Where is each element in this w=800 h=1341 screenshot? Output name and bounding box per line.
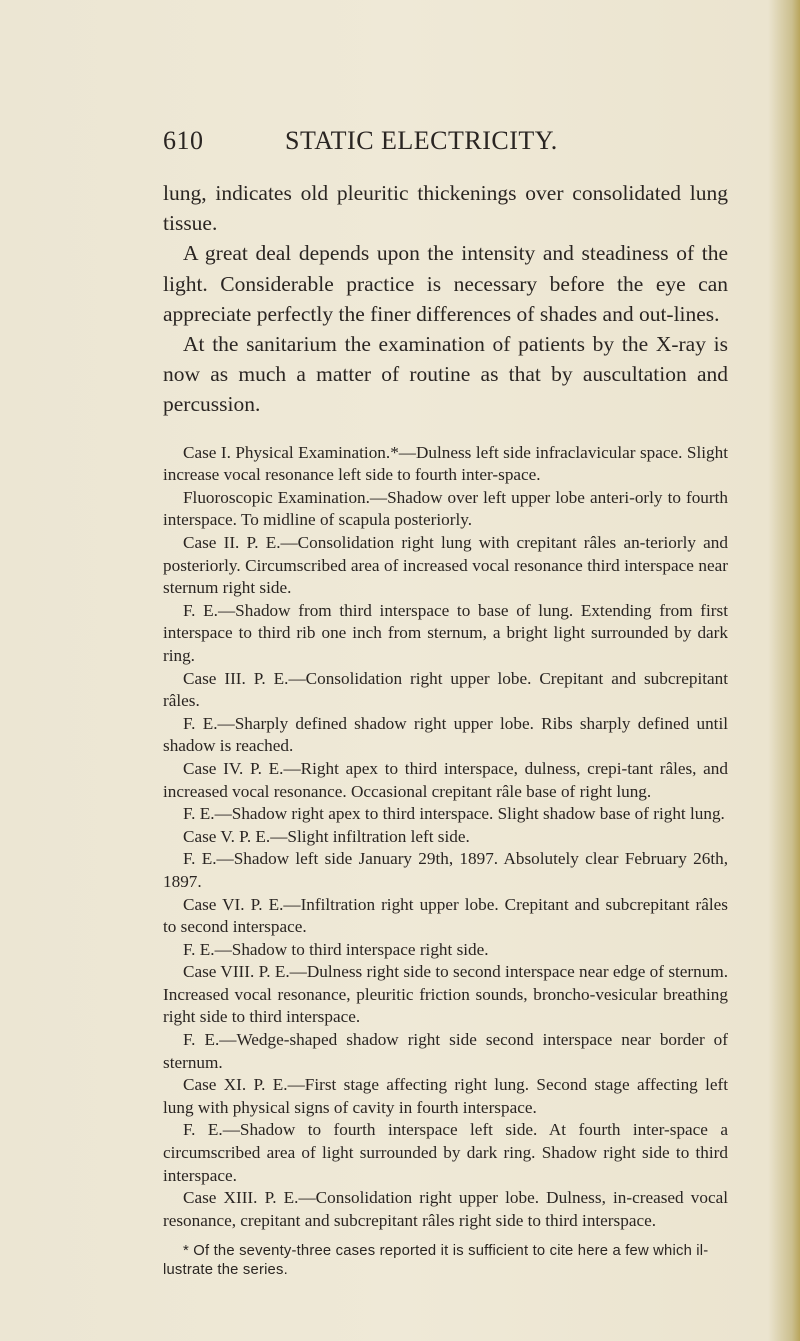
paragraph: A great deal depends upon the intensity and steadiness of the light. Considerable practice is necessary before the eye can appreciate perfectly the finer differences of shades and out-lines.: [163, 241, 728, 326]
case-entry: Case VI. P. E.—Infiltration right upper lobe. Crepitant and subcrepitant râles to second interspace.: [163, 894, 728, 937]
case-entry: F. E.—Sharply defined shadow right upper lobe. Ribs sharply defined until shadow is reached.: [163, 713, 728, 756]
footnote: [163, 1242, 728, 1280]
case-entry: F. E.—Wedge-shaped shadow right side second interspace near border of sternum.: [163, 1030, 728, 1072]
running-title: STATIC ELECTRICITY.: [285, 126, 558, 155]
case-entry: Case IV. P. E.—Right apex to third interspace, dulness, crepi-tant râles, and increased vocal resonance. Occasional crepitant râle base of right lung.: [163, 758, 728, 801]
footnote-text: * Of the seventy-three cases reported it is sufficient to cite here a few which il-lustrate the series.: [163, 1243, 709, 1279]
case-entry: F. E.—Shadow left side January 29th, 1897. Absolutely clear February 26th, 1897.: [163, 849, 728, 891]
case-entry: F. E.—Shadow from third interspace to base of lung. Extending from first interspace to third rib one inch from sternum, a bright light surrounded by dark ring.: [163, 600, 728, 665]
body-text: [163, 178, 728, 1280]
paragraph: lung, indicates old pleuritic thickenings over consolidated lung tissue.: [163, 181, 728, 236]
case-entry: Case VIII. P. E.—Dulness right side to second interspace near edge of sternum. Increased vocal resonance, pleuritic friction sounds, broncho-vesicular breathing right side to third interspace.: [163, 962, 728, 1027]
case-entry: Case III. P. E.—Consolidation right upper lobe. Crepitant and subcrepitant râles.: [163, 668, 728, 711]
case-entry: Case XIII. P. E.—Consolidation right upper lobe. Dulness, in-creased vocal resonance, crepitant and subcrepitant râles right side to third interspace.: [163, 1188, 728, 1230]
case-entry: Case I. Physical Examination.*—Dulness left side infraclavicular space. Slight increase vocal resonance left side to fourth inter-space.: [163, 442, 728, 485]
paragraph: At the sanitarium the examination of patients by the X-ray is now as much a matter of routine as that by auscultation and percussion.: [163, 332, 728, 417]
case-entry: Case XI. P. E.—First stage affecting right lung. Second stage affecting left lung with physical signs of cavity in fourth interspace.: [163, 1075, 728, 1117]
page-number: 610: [163, 126, 204, 155]
case-entry: F. E.—Shadow right apex to third interspace. Slight shadow base of right lung.: [183, 804, 725, 824]
case-entry: Fluoroscopic Examination.—Shadow over left upper lobe anteri-orly to fourth interspace. To midline of scapula posteriorly.: [163, 487, 728, 530]
case-entry: Case V. P. E.—Slight infiltration left side.: [183, 826, 470, 846]
case-entry: F. E.—Shadow to third interspace right side.: [183, 939, 489, 959]
case-list: [163, 442, 728, 1233]
main-text: [163, 178, 728, 420]
case-entry: Case II. P. E.—Consolidation right lung with crepitant râles an-teriorly and posteriorly. Circumscribed area of increased vocal resonance third interspace near sternum right side.: [163, 533, 728, 598]
case-entry: F. E.—Shadow to fourth interspace left side. At fourth inter-space a circumscribed area of light surrounded by dark ring. Shadow right side to third interspace.: [163, 1120, 728, 1185]
